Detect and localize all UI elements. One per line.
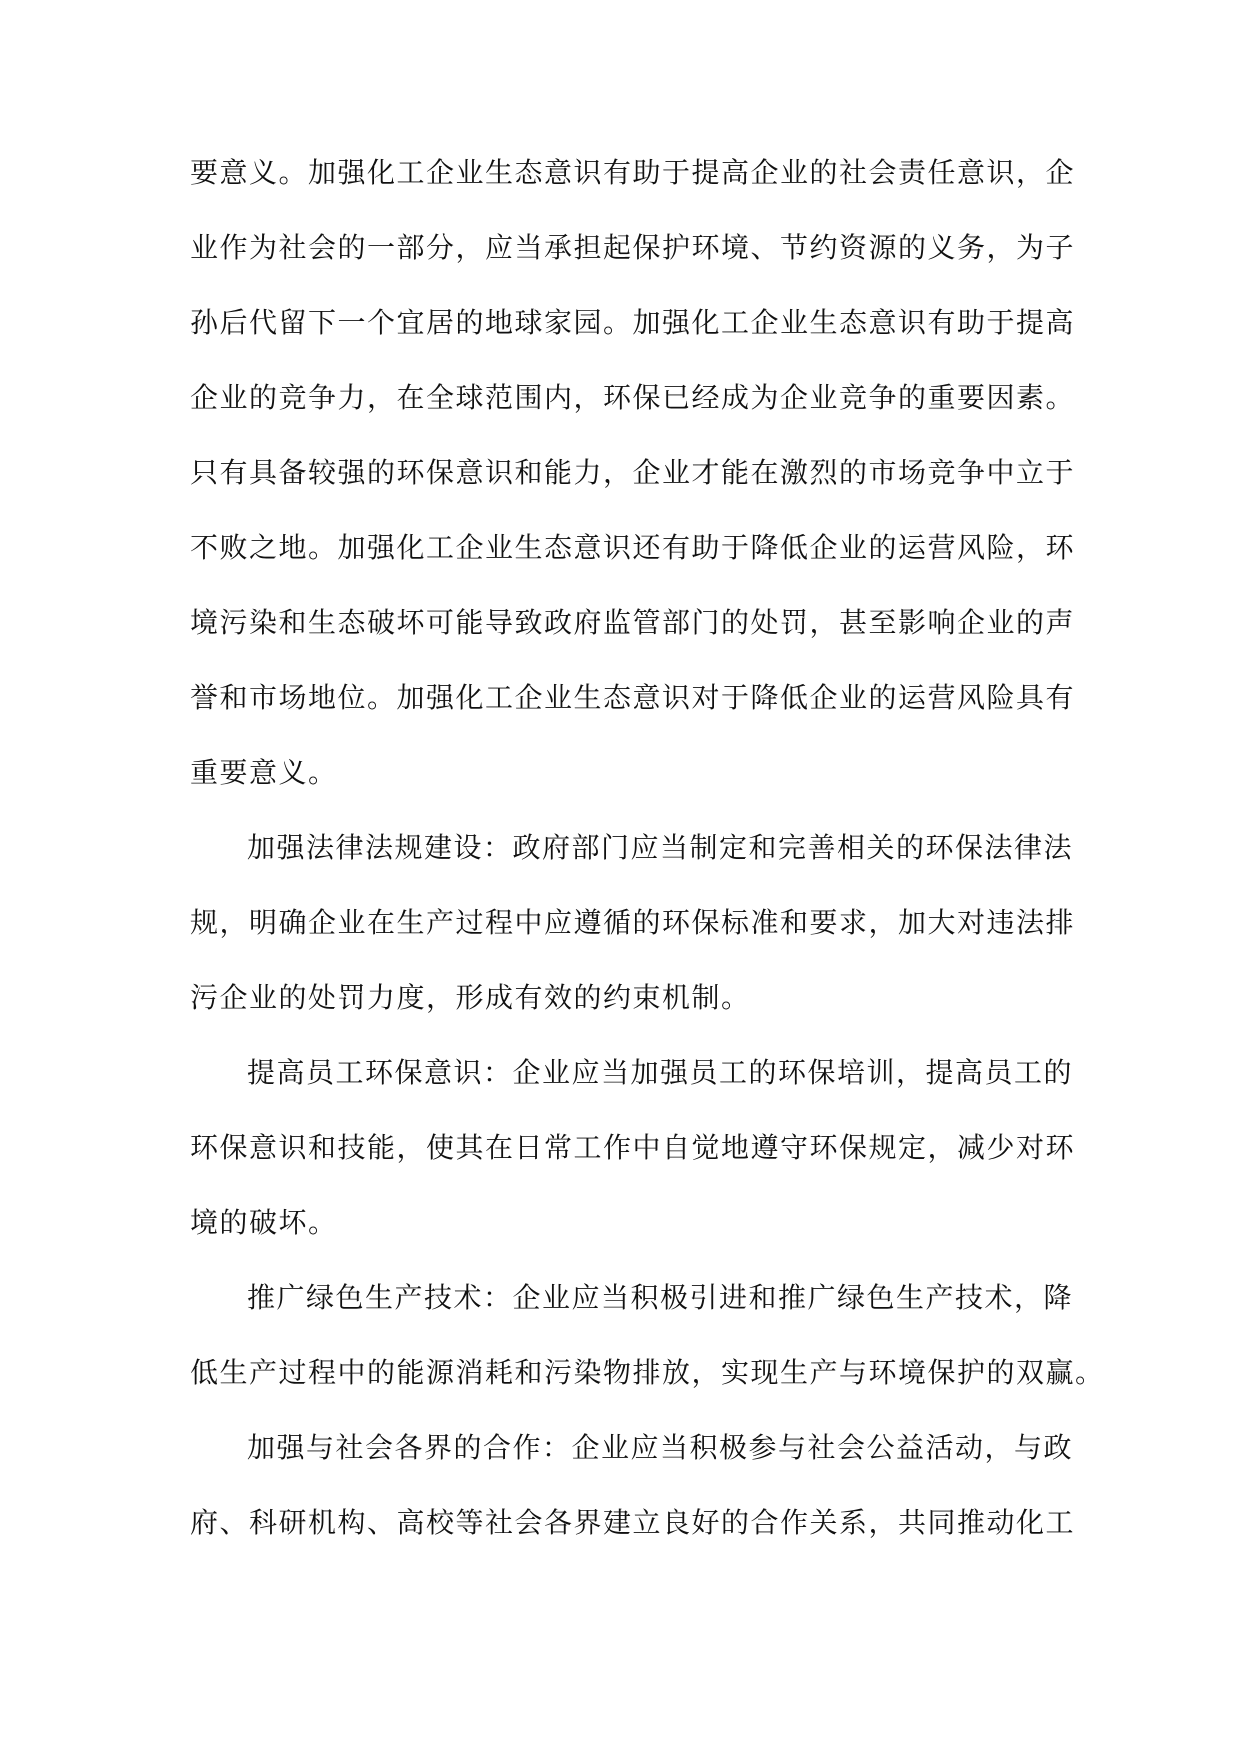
text-line: 要意义。加强化工企业生态意识有助于提高企业的社会责任意识，企 — [190, 156, 1076, 189]
text-line: 业作为社会的一部分，应当承担起保护环境、节约资源的义务，为子 — [190, 231, 1076, 264]
text-line: 境的破坏。 — [190, 1206, 338, 1239]
text-line: 誉和市场地位。加强化工企业生态意识对于降低企业的运营风险具有 — [190, 681, 1076, 714]
text-line: 规，明确企业在生产过程中应遵循的环保标准和要求，加大对违法排 — [190, 906, 1076, 939]
text-line: 污企业的处罚力度，形成有效的约束机制。 — [190, 981, 751, 1014]
text-line: 孙后代留下一个宜居的地球家园。加强化工企业生态意识有助于提高 — [190, 306, 1076, 339]
paragraph-first-line: 加强与社会各界的合作：企业应当积极参与社会公益活动，与政 — [247, 1431, 1074, 1464]
text-line: 环保意识和技能，使其在日常工作中自觉地遵守环保规定，减少对环 — [190, 1131, 1076, 1164]
text-line: 府、科研机构、高校等社会各界建立良好的合作关系，共同推动化工 — [190, 1506, 1076, 1539]
text-line: 不败之地。加强化工企业生态意识还有助于降低企业的运营风险，环 — [190, 531, 1076, 564]
paragraph-first-line: 加强法律法规建设：政府部门应当制定和完善相关的环保法律法 — [247, 831, 1074, 864]
text-line: 企业的竞争力，在全球范围内，环保已经成为企业竞争的重要因素。 — [190, 381, 1076, 414]
paragraph-first-line: 推广绿色生产技术：企业应当积极引进和推广绿色生产技术，降 — [247, 1281, 1074, 1314]
text-line: 境污染和生态破坏可能导致政府监管部门的处罚，甚至影响企业的声 — [190, 606, 1076, 639]
text-line: 重要意义。 — [190, 756, 338, 789]
text-line: 只有具备较强的环保意识和能力，企业才能在激烈的市场竞争中立于 — [190, 456, 1076, 489]
paragraph-first-line: 提高员工环保意识：企业应当加强员工的环保培训，提高员工的 — [247, 1056, 1074, 1089]
text-line: 低生产过程中的能源消耗和污染物排放，实现生产与环境保护的双赢。 — [190, 1356, 1105, 1389]
